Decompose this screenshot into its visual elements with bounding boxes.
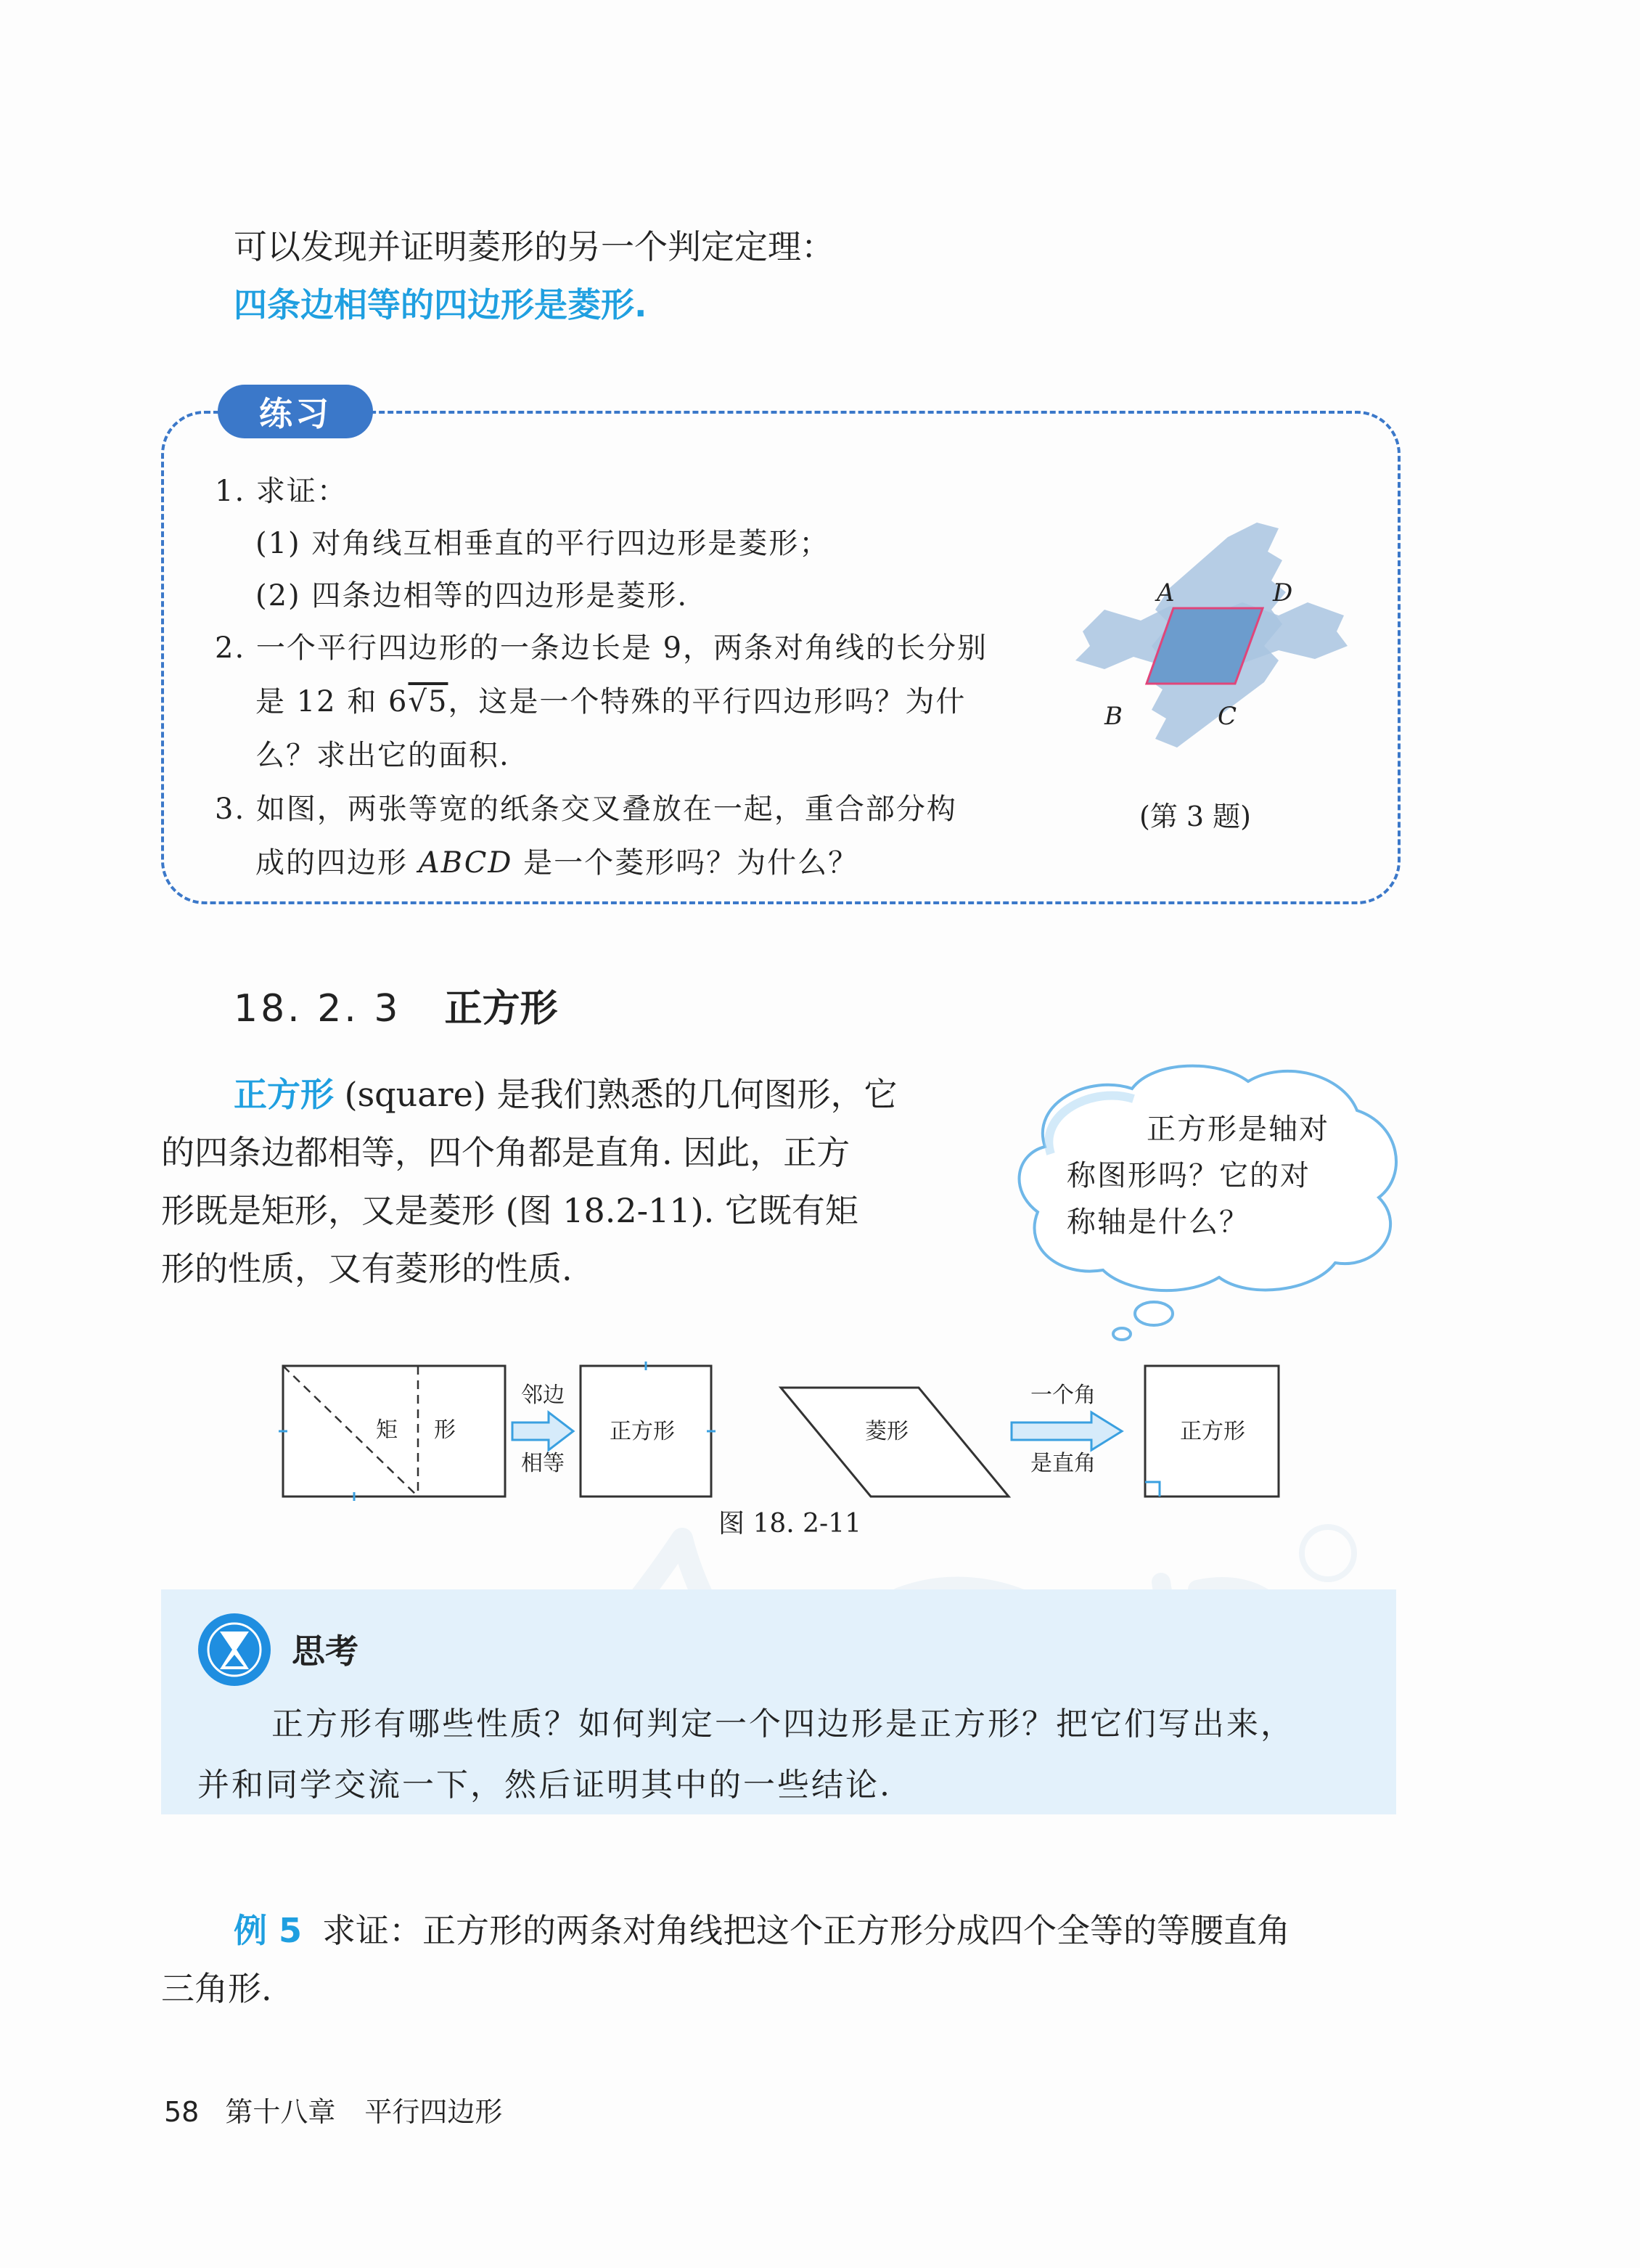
- chapter-name: 第十八章: [225, 2096, 336, 2128]
- figure-3-caption: (第 3 题): [1139, 801, 1251, 832]
- example-line-1: 例 5 求证：正方形的两条对角线把这个正方形分成四个全等的等腰直角: [234, 1911, 1291, 1950]
- cloud-question: [1067, 1106, 1357, 1245]
- crossed-strips-figure: [1061, 508, 1351, 748]
- arrow2-top: 一个角: [1030, 1383, 1096, 1408]
- exercise-1a: (1) 对角线互相垂直的平行四边形是菱形；: [255, 527, 830, 560]
- figure-18-2-11: [276, 1350, 1292, 1510]
- think-line-1: 正方形有哪些性质？如何判定一个四边形是正方形？把它们写出来，: [271, 1706, 1295, 1743]
- think-line-2: 并和同学交流一下，然后证明其中的一些结论.: [197, 1766, 892, 1804]
- rhombus-label: 菱形: [865, 1419, 909, 1444]
- practice-badge: 练习: [218, 385, 373, 438]
- exercise-2-line3: 么？求出它的面积.: [255, 739, 510, 772]
- chapter-title: 平行四边形: [364, 2096, 503, 2128]
- exercise-1: 1. 求证：: [215, 475, 348, 508]
- arrow2-bottom: 是直角: [1030, 1451, 1096, 1476]
- rhombus-theorem: 四条边相等的四边形是菱形.: [234, 285, 647, 324]
- think-title: 思考: [292, 1632, 358, 1671]
- exercise-3-line1: 3. 如图，两张等宽的纸条交叉叠放在一起，重合部分构: [215, 793, 957, 826]
- section-heading: [234, 980, 557, 1038]
- square-definition-paragraph: [161, 1065, 959, 1298]
- term-square: 正方形: [234, 1075, 334, 1114]
- para-line-1: 正方形 (square) 是我们熟悉的几何图形，它: [234, 1075, 898, 1114]
- intro-line: 可以发现并证明菱形的另一个判定定理：: [234, 227, 835, 266]
- example-label: 例 5: [234, 1911, 303, 1950]
- label-a: A: [1157, 578, 1175, 607]
- label-b: B: [1104, 702, 1123, 731]
- para-line-3: 形既是矩形，又是菱形 (图 18.2-11). 它既有矩: [161, 1191, 858, 1230]
- example-line-2: 三角形.: [161, 1969, 272, 2008]
- cloud-line-3: 称轴是什么？: [1067, 1205, 1250, 1239]
- example-5: [161, 1901, 1409, 2018]
- arrow-1: [512, 1412, 573, 1450]
- figure-18-2-11-caption: 图 18. 2-11: [718, 1509, 862, 1539]
- square-label-1: 正方形: [610, 1419, 675, 1444]
- arrow1-top: 邻边: [521, 1383, 565, 1408]
- arrow1-bottom: 相等: [521, 1451, 565, 1476]
- exercise-2-line2: 是 12 和 6√5，这是一个特殊的平行四边形吗？为什: [255, 685, 967, 719]
- hourglass-icon: [194, 1610, 274, 1690]
- cloud-line-1: 正方形是轴对: [1147, 1113, 1329, 1146]
- rect-label-1: 矩: [376, 1417, 398, 1443]
- sqrt-expression: √5: [408, 685, 448, 719]
- exercise-1b: (2) 四条边相等的四边形是菱形.: [255, 579, 689, 613]
- section-number: 18. 2. 3: [234, 987, 401, 1031]
- rect-label-2: 形: [434, 1417, 456, 1443]
- exercise-2-line1: 2. 一个平行四边形的一条边长是 9，两条对角线的长分别: [215, 631, 988, 665]
- label-d: D: [1273, 578, 1293, 607]
- intro-block: [234, 218, 1395, 334]
- section-title: 正方形: [444, 987, 558, 1031]
- page-number: 58: [164, 2096, 200, 2128]
- para-line-2: 的四条边都相等，四个角都是直角. 因此，正方: [161, 1133, 850, 1172]
- cloud-line-2: 称图形吗？它的对: [1067, 1159, 1311, 1192]
- para-line-4: 形的性质，又有菱形的性质.: [161, 1249, 573, 1288]
- think-text: [197, 1694, 1373, 1816]
- page-footer: [164, 2090, 502, 2134]
- square-label-2: 正方形: [1180, 1419, 1245, 1444]
- exercise-3-line2: 成的四边形 ABCD 是一个菱形吗？为什么？: [255, 846, 859, 880]
- arrow-2: [1012, 1412, 1122, 1450]
- label-c: C: [1218, 702, 1237, 731]
- quad-name: ABCD: [418, 846, 513, 880]
